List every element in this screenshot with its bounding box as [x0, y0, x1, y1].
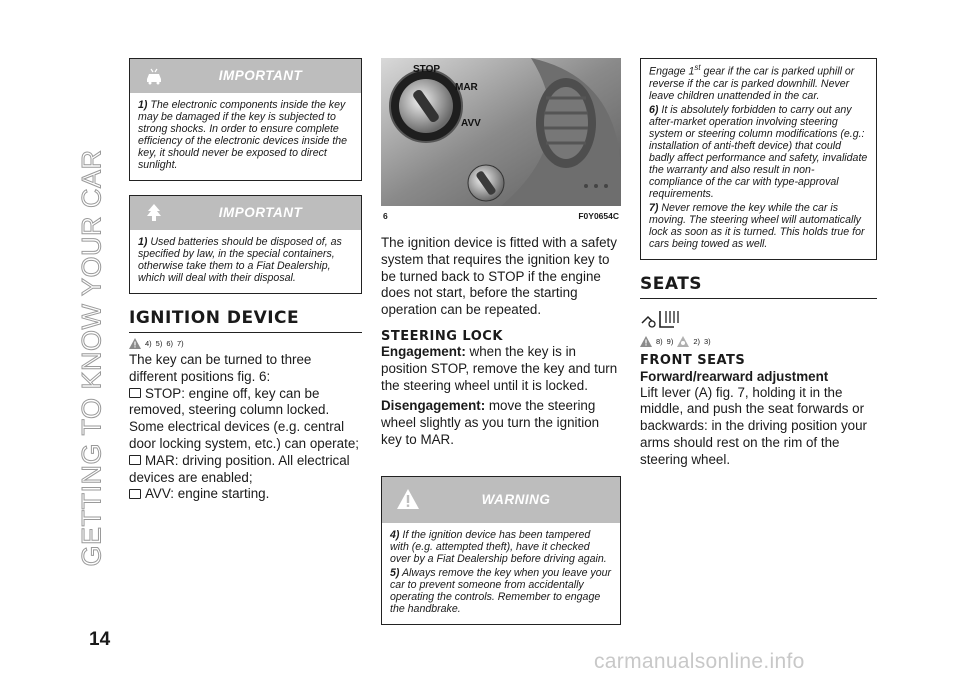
- figure-caption: [381, 211, 621, 221]
- list-item: AVV: engine starting.: [129, 486, 362, 503]
- warning-references: 8) 9) 2) 3): [640, 336, 877, 347]
- important-box-2: [129, 195, 362, 294]
- seat-adjust-icon: [640, 307, 690, 329]
- key-bullet-icon: [129, 489, 141, 499]
- column-1: [129, 58, 362, 503]
- stop-label: STOP: [413, 64, 441, 75]
- ignition-intro: The key can be turned to three different positions fig. 6:: [129, 352, 312, 384]
- important-title: IMPORTANT: [218, 205, 303, 220]
- important-title: IMPORTANT: [218, 68, 303, 83]
- page-number: 14: [89, 629, 111, 650]
- warning-icon: [640, 336, 652, 347]
- figure-code: F0Y0654C: [578, 211, 619, 221]
- site-watermark: carmanualsonline.info: [594, 650, 805, 673]
- ignition-device-heading: IGNITION DEVICE: [129, 308, 362, 333]
- warning-references: 4) 5) 6) 7): [129, 338, 362, 349]
- forward-rearward-text: Lift lever (A) fig. 7, holding it in the middle, and push the seat forwards or backwards: in the driving position your arms should rest on the rim of the steering wheel.: [640, 384, 868, 467]
- ignition-figure: [381, 58, 621, 206]
- column-3: [640, 58, 877, 469]
- attention-icon: [677, 336, 689, 347]
- avv-label: AVV: [461, 118, 481, 129]
- column-2: [381, 58, 621, 639]
- key-bullet-icon: [129, 455, 141, 465]
- disengagement-paragraph: Disengagement: move the steering wheel slightly as you turn the ignition key to MAR.: [381, 398, 600, 447]
- chapter-title: GETTING TO KNOW YOUR CAR: [76, 149, 107, 567]
- seats-heading: SEATS: [640, 274, 877, 299]
- mar-label: MAR: [455, 82, 478, 93]
- list-item: STOP: engine off, key can be removed, steering column locked. Some electrical devices (e.g. central door locking system, etc.) can operate;: [129, 385, 359, 451]
- warning-continued-box: Engage 1st gear if the car is parked uphill or reverse if the car is parked downhill. Never leave children unattended in the car. 6) It is absolutely forbidden to carry out any after-market operation involving steering system or steering column modifications (e.g.: installation of anti-theft device) that could badly affect performance and safety, invalidate the warranty and also result in non-compliance of the car with type-approval requirements. 7) Never remove the key while the car is moving. The steering wheel will automatically lock as soon as it is turned. This holds true for cars being towed as well.: [640, 58, 877, 260]
- figure-number: 6: [383, 211, 388, 221]
- note-number: 1): [138, 236, 148, 248]
- note-text: The electronic components inside the key may be damaged if the key is subjected to strong shocks. In order to ensure complete efficiency of the electronic devices inside the key, it should never be exposed to direct sunlight.: [138, 99, 348, 171]
- engagement-paragraph: Engagement: when the key is in position STOP, remove the key and turn the steering wheel until it is locked.: [381, 343, 618, 393]
- warning-box: WARNING 4) If the ignition device has been tampered with (e.g. attempted theft), have it checked over by a Fiat Dealership before driving again. 5) Always remove the key when you leave your car to prevent someone from accidentally operating the controls. Remember to engage the handbrake.: [381, 476, 621, 625]
- list-item: MAR: driving position. All electrical devices are enabled;: [129, 452, 350, 485]
- ignition-safety-paragraph: The ignition device is fitted with a safety system that requires the ignition key to be turned back to STOP if the engine does not start, before the starting operation can be repeated.: [381, 235, 617, 318]
- key-bullet-icon: [129, 388, 141, 398]
- steering-lock-heading: STEERING LOCK: [381, 328, 503, 344]
- warning-title: WARNING: [481, 491, 551, 507]
- note-text: Used batteries should be disposed of, as specified by law, in the special containers, otherwise take them to a Fiat Dealership, which will deal with their disposal.: [138, 236, 342, 284]
- forward-rearward-heading: Forward/rearward adjustment: [640, 368, 829, 384]
- ignition-switch-illustration: [381, 58, 621, 206]
- front-seats-heading: FRONT SEATS: [640, 352, 746, 368]
- important-box-1: [129, 58, 362, 181]
- warning-icon: [129, 338, 141, 349]
- note-number: 1): [138, 99, 148, 111]
